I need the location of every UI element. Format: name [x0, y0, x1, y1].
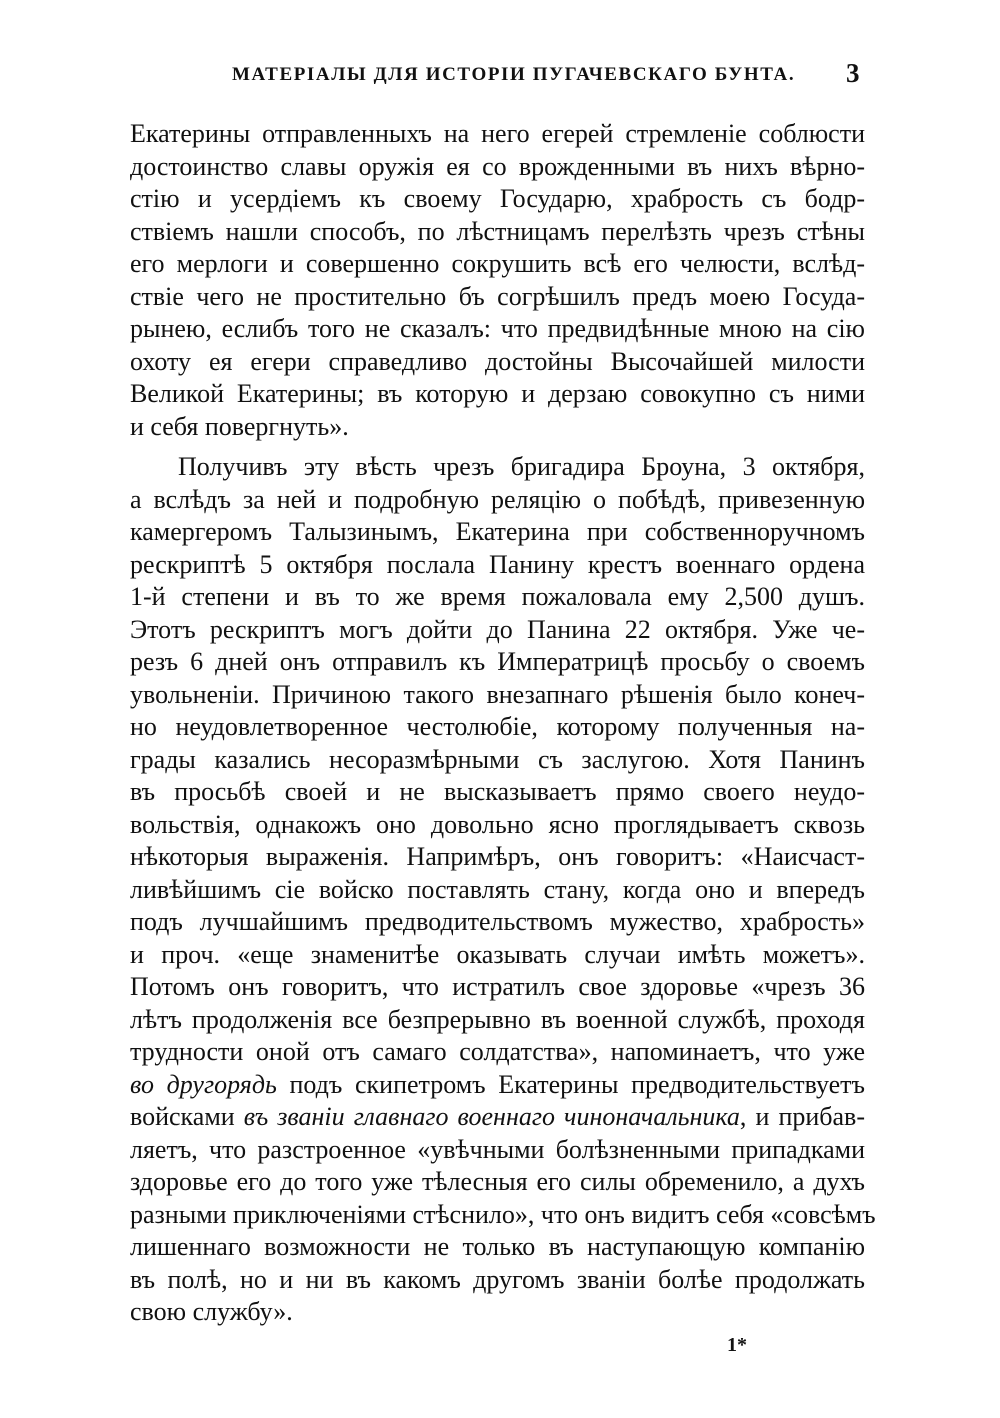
signature-mark: 1*	[727, 1334, 747, 1356]
italic-phrase: во другорядь	[130, 1069, 277, 1099]
text-line: въ просьбѣ своей и не высказываетъ прямо своего неудо-	[130, 777, 865, 806]
page-header	[0, 58, 1000, 98]
text-line: Великой Екатерины; въ которую и дерзаю совокупно съ ними	[130, 379, 865, 408]
text-line: здоровье его до того уже тѣлесныя его силы обременило, а духъ	[130, 1167, 865, 1196]
text-line: рескриптѣ 5 октября послала Панину крестъ военнаго ордена	[130, 549, 865, 579]
page-number: 3	[846, 58, 860, 88]
text-line: въ полѣ, но и ни въ какомъ другомъ званіи болѣе продолжать	[130, 1264, 865, 1294]
text-line: рынею, еслибъ того не сказалъ: что предвидѣнные мною на сію	[130, 314, 865, 343]
text-line: трудности оной отъ самаго солдатства», напоминаетъ, что уже	[130, 1037, 865, 1066]
text-line: ляетъ, что разстроенное «увѣчными болѣзненными припадками	[130, 1134, 865, 1164]
text-line: ливѣйшимъ сіе войско поставлять стану, когда оно и впередъ	[130, 874, 865, 904]
text-line: ствіемъ нашли способъ, по лѣстницамъ перелѣзть чрезъ стѣны	[130, 216, 865, 246]
text-line: Екатерины отправленныхъ на него егерей стремленіе соблюсти	[130, 119, 865, 148]
text-line: 1-й степени и въ то же время пожаловала ему 2,500 душъ.	[130, 582, 865, 611]
text-line: охоту ея егери справедливо достойны Высочайшей милости	[130, 346, 865, 376]
text-line: его мерлоги и совершенно сокрушить всѣ его челюсти, вслѣд-	[130, 249, 865, 278]
text-line: лѣтъ продолженія все безпрерывно въ военной службѣ, проходя	[130, 1004, 865, 1034]
text-line: Этотъ рескриптъ могъ дойти до Панина 22 октября. Уже че-	[130, 614, 865, 644]
running-title: МАТЕРІАЛЫ ДЛЯ ИСТОРІИ ПУГАЧЕВСКАГО БУНТА.	[232, 64, 796, 85]
text-line: нѣкоторыя выраженія. Напримѣръ, онъ говоритъ: «Наисчаст-	[130, 842, 865, 871]
text-line: но неудовлетворенное честолюбіе, которому полученныя на-	[130, 712, 865, 741]
italic-phrase: въ званіи главнаго военнаго чиноначальника	[243, 1102, 740, 1131]
text-line: резъ 6 дней онъ отправилъ къ Императрицѣ просьбу о своемъ	[130, 647, 865, 676]
text-line: и себя повергнуть».	[130, 411, 349, 441]
text-line: подъ лучшайшимъ предводительствомъ мужество, храбрость»	[130, 907, 865, 936]
text-line: Получивъ эту вѣсть чрезъ бригадира Броуна, 3 октября,	[178, 452, 865, 481]
body-text	[130, 118, 876, 1329]
paragraph-2	[130, 451, 876, 1329]
line-rest: подъ скипетромъ Екатерины предводительствуетъ	[276, 1069, 865, 1099]
text-line: стію и усердіемъ къ своему Государю, храбрость съ бодр-	[130, 184, 865, 213]
text-line: достоинство славы оружія ея со врожденными въ нихъ вѣрно-	[130, 151, 865, 181]
line-start: войсками	[130, 1102, 244, 1131]
text-line: вольствія, однакожъ оно довольно ясно проглядываетъ сквозь	[130, 809, 865, 839]
text-line: Потомъ онъ говоритъ, что истратилъ свое здоровье «чрезъ 36	[130, 972, 865, 1001]
line-end: , и прибав-	[739, 1102, 865, 1131]
text-line: а вслѣдъ за ней и подробную реляцію о побѣдѣ, привезенную	[130, 484, 865, 514]
paragraph-1	[130, 118, 865, 443]
text-line: свою службу».	[130, 1297, 293, 1326]
text-line	[130, 1069, 865, 1102]
text-line	[130, 1101, 865, 1134]
text-line: камергеромъ Талызинымъ, Екатерина при собственноручномъ	[130, 517, 865, 546]
text-line: лишеннаго возможности не только въ наступающую компанію	[130, 1232, 865, 1261]
text-line: разными приключеніями стѣснило», что онъ видитъ себя «совсѣмъ	[130, 1199, 876, 1229]
text-line: ствіе чего не простительно бъ согрѣшилъ предъ моею Госуда-	[130, 281, 865, 311]
text-line: увольненіи. Причиною такого внезапнаго рѣшенія было конеч-	[130, 679, 865, 709]
text-line: грады казались несоразмѣрными съ заслугою. Хотя Панинъ	[130, 744, 865, 774]
text-line: и проч. «еще знаменитѣе оказывать случаи имѣть можетъ».	[130, 939, 865, 969]
